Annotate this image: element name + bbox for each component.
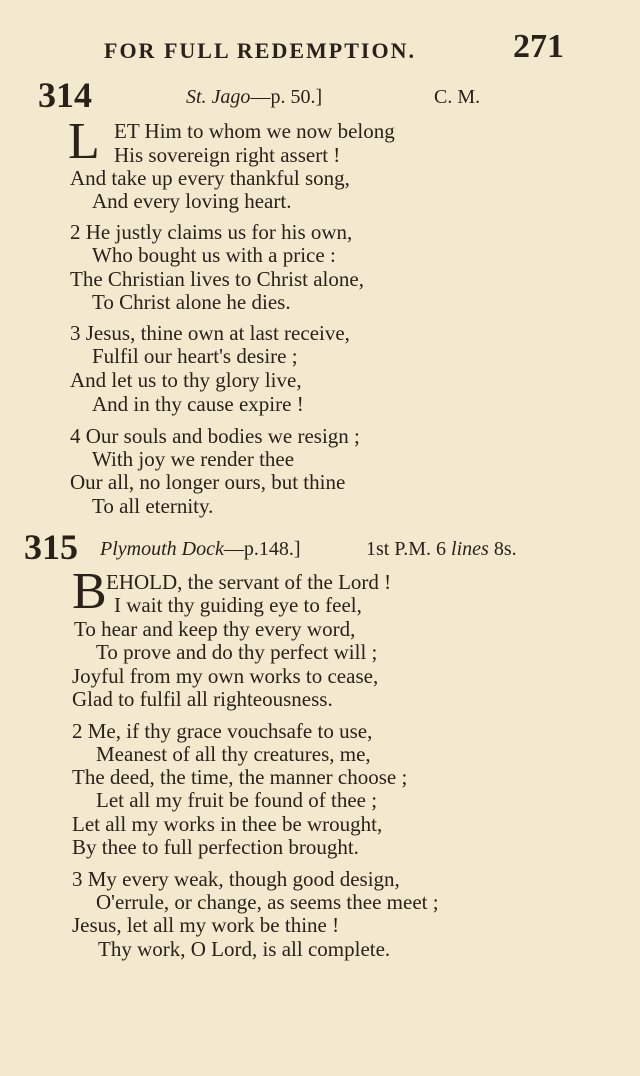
tune-name: Plymouth Dock	[100, 538, 224, 560]
hymn-314-header	[38, 74, 598, 114]
hymn-315-header	[24, 526, 584, 566]
verse-line: And take up every thankful song,	[70, 166, 350, 190]
verse-line: Jesus, let all my work be thine !	[72, 913, 340, 937]
hymn-number: 314	[38, 75, 92, 115]
verse-line: To all eternity.	[92, 494, 214, 518]
tune-page: —p. 50.]	[250, 86, 323, 108]
verse-line: Meanest of all thy creatures, me,	[96, 742, 371, 766]
verse-line: 2 Me, if thy grace vouchsafe to use,	[72, 719, 373, 743]
meter-end: 8s.	[493, 538, 517, 560]
verse-line: 2 He justly claims us for his own,	[70, 220, 353, 244]
page-number: 271	[513, 28, 564, 65]
verse-line: By thee to full perfection brought.	[72, 835, 359, 859]
verse-line: To Christ alone he dies.	[92, 290, 291, 314]
tune-reference	[100, 538, 301, 561]
verse-line: And in thy cause expire !	[92, 392, 304, 416]
verse-line: Fulfil our heart's desire ;	[92, 344, 298, 368]
verse-line: The deed, the time, the manner choose ;	[72, 765, 408, 789]
verse-line: Our all, no longer ours, but thine	[70, 470, 346, 494]
verse-line: The Christian lives to Christ alone,	[70, 267, 364, 291]
dropcap: L	[68, 113, 100, 170]
meter-text: 1st P.M. 6	[366, 538, 447, 560]
verse-line: 4 Our souls and bodies we resign ;	[70, 424, 360, 448]
verse-line: Joyful from my own works to cease,	[72, 664, 379, 688]
running-head	[104, 30, 564, 70]
verse-line: His sovereign right assert !	[114, 143, 341, 167]
verse-line: Glad to fulfil all righteousness.	[72, 687, 333, 711]
verse-line: Thy work, O Lord, is all complete.	[98, 937, 391, 961]
verse-line: And every loving heart.	[92, 189, 292, 213]
verse-line: With joy we render thee	[92, 447, 295, 471]
verse-line: EHOLD, the servant of the Lord !	[106, 570, 392, 594]
meter: C. M.	[434, 86, 481, 108]
hymn-number: 315	[24, 527, 78, 567]
verse-line: 3 My every weak, though good design,	[72, 867, 400, 891]
dropcap: B	[72, 563, 107, 620]
verse-line: And let us to thy glory live,	[70, 368, 302, 392]
tune-name: St. Jago	[186, 86, 251, 108]
verse-line: O'errule, or change, as seems thee meet ;	[96, 890, 439, 914]
tune-page: —p.148.]	[223, 538, 301, 560]
verse-line: Let all my works in thee be wrought,	[72, 812, 383, 836]
tune-reference	[186, 86, 322, 109]
running-title: FOR FULL REDEMPTION.	[104, 38, 416, 63]
meter-italic: lines	[451, 538, 489, 560]
verse-line: Let all my fruit be found of thee ;	[96, 788, 378, 812]
verse-line: Who bought us with a price :	[92, 243, 336, 267]
verse-line: 3 Jesus, thine own at last receive,	[70, 321, 350, 345]
verse-line: To hear and keep thy every word,	[74, 617, 356, 641]
verse-line: To prove and do thy perfect will ;	[96, 640, 378, 664]
verse-line: ET Him to whom we now belong	[114, 119, 395, 143]
meter	[366, 538, 517, 561]
verse-line: I wait thy guiding eye to feel,	[114, 593, 362, 617]
